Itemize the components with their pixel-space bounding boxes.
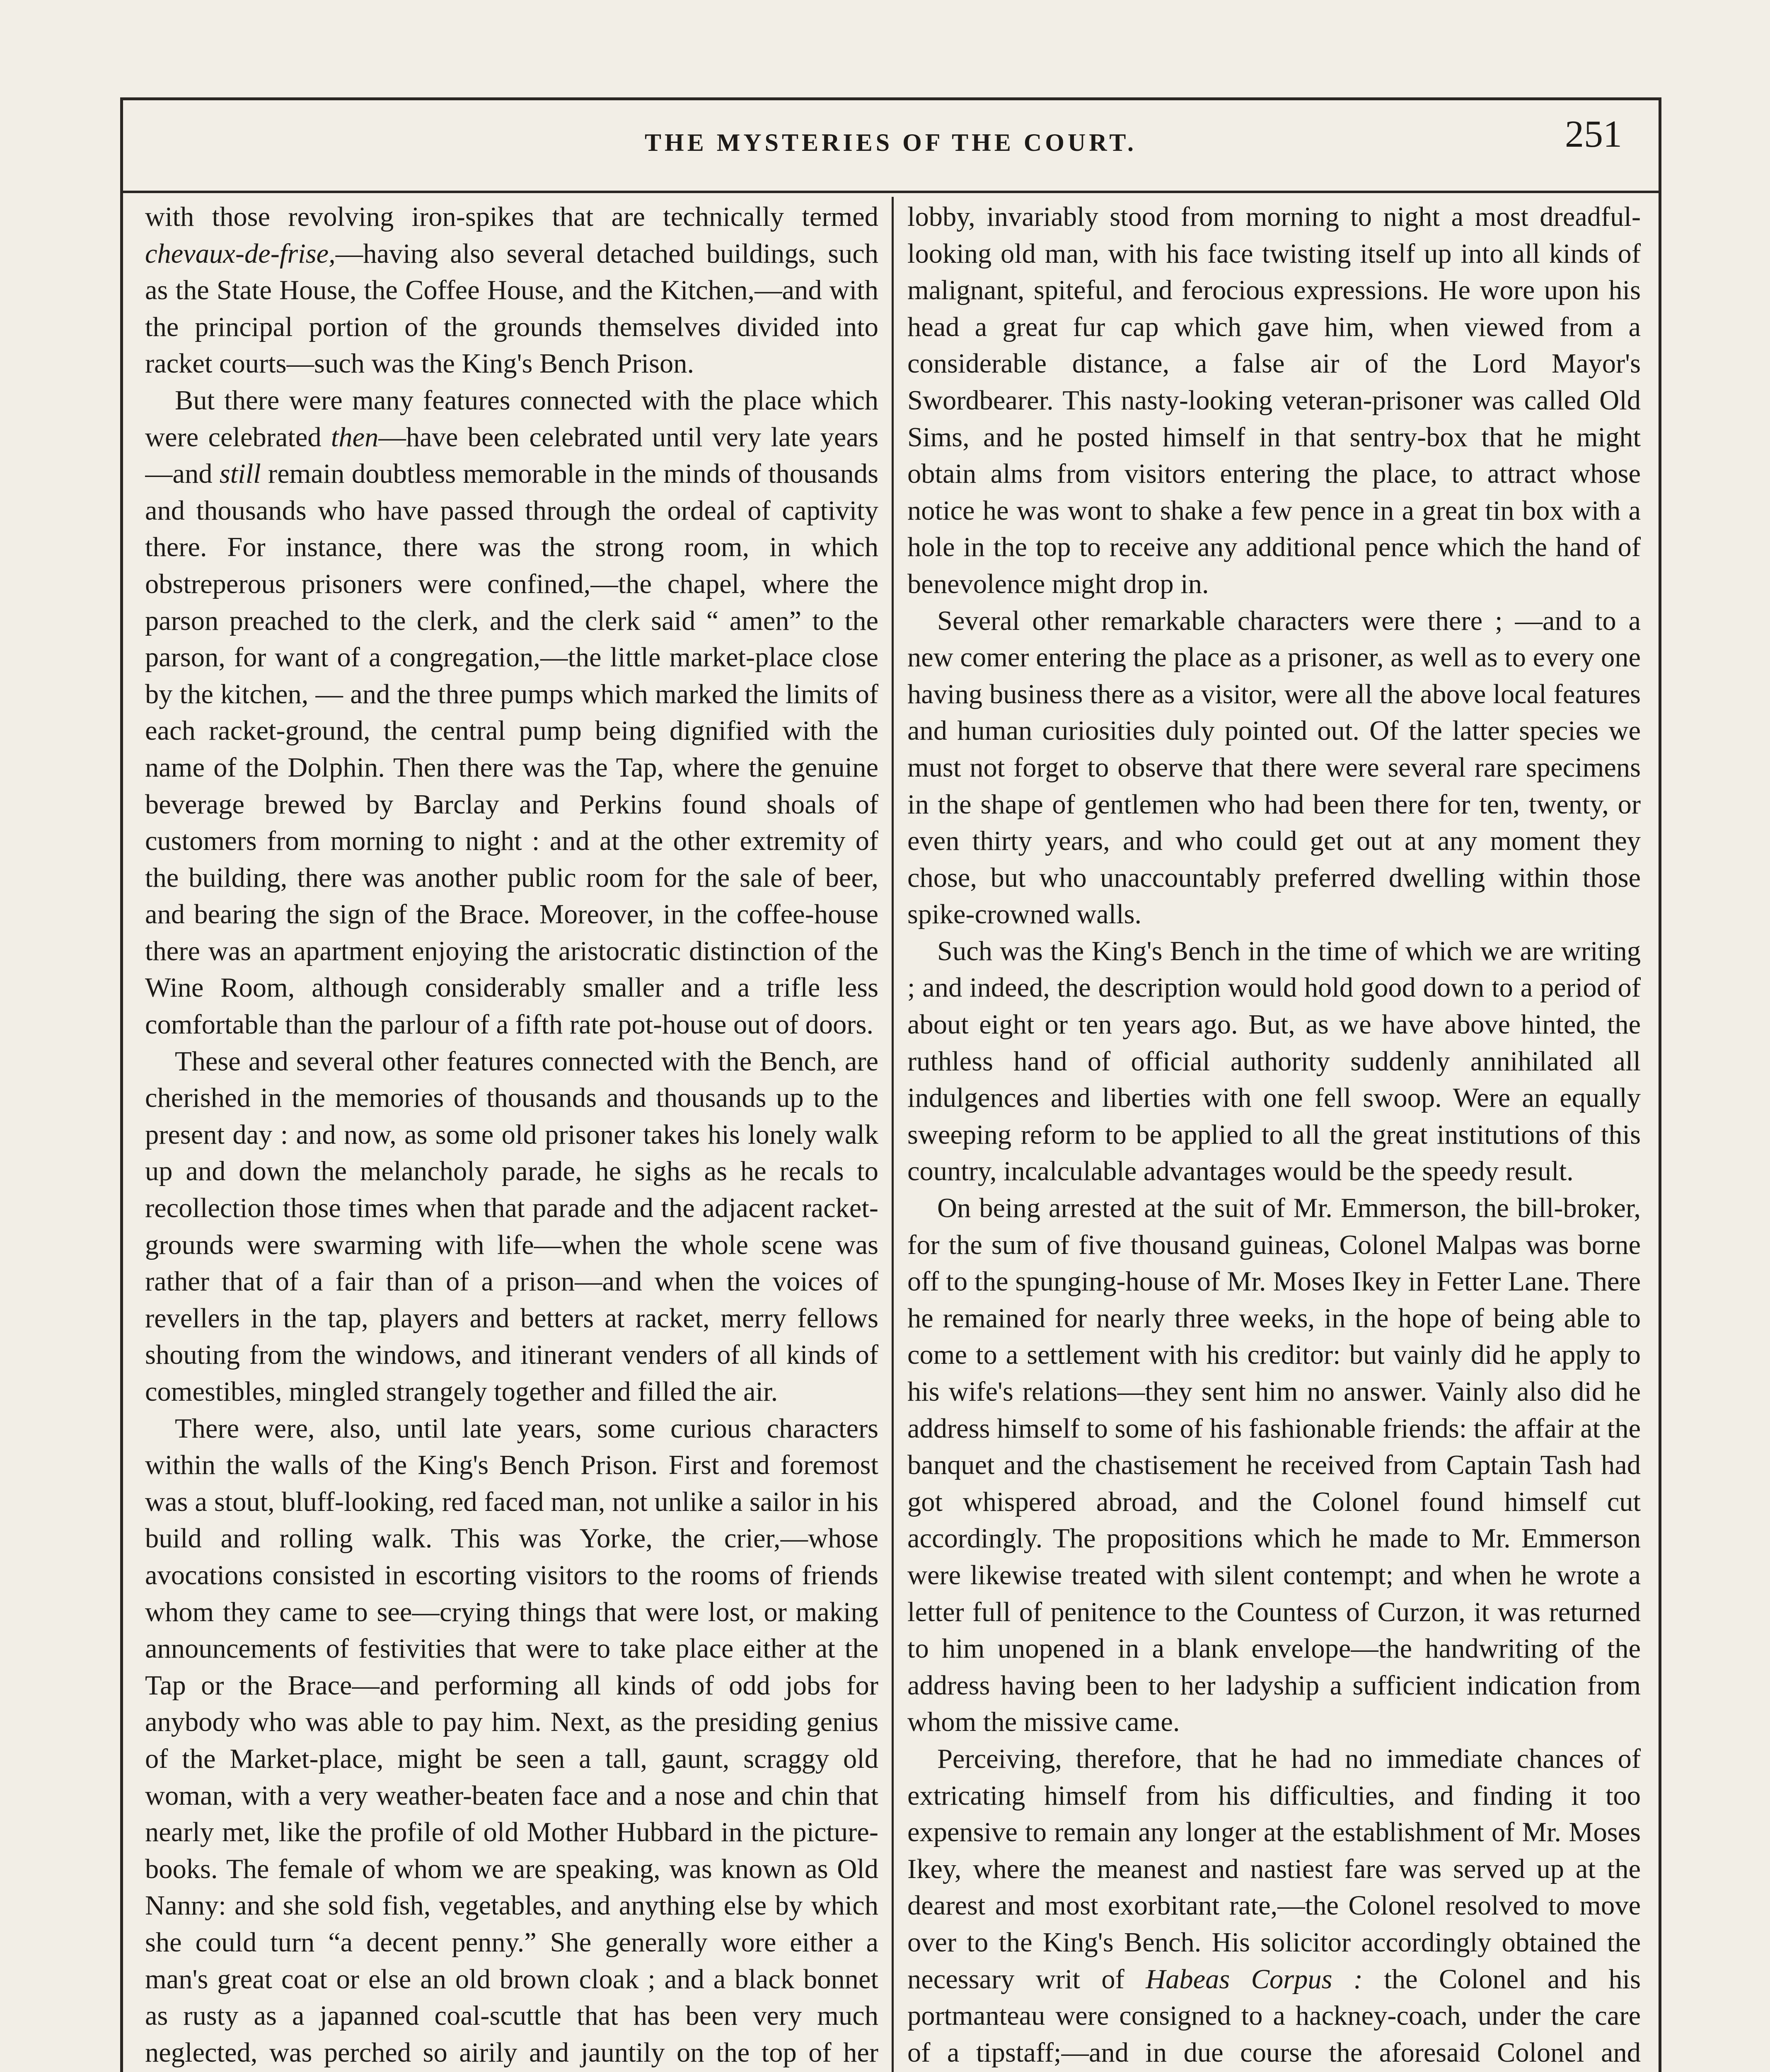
paragraph — [145, 382, 878, 1043]
page-number: 251 — [1565, 113, 1622, 155]
italic-text: chevaux-de-frise, — [145, 238, 336, 269]
italic-text: Habeas Corpus : — [1146, 1964, 1363, 1995]
text-run: with those revolving iron-spikes that are technically termed — [145, 202, 878, 232]
running-head: THE MYSTERIES OF THE COURT. — [645, 129, 1137, 156]
header-rule — [120, 191, 1661, 193]
text-run: —have been celebrated until very late years—and — [145, 422, 878, 489]
italic-text: then — [331, 422, 379, 453]
paragraph: Such was the King's Bench in the time of which we are writing ; and indeed, the description would hold good down to a period of about eight or ten years ago. But, as we have above hinted, the ruthless hand of official authority suddenly annihilated all indulgences and liberties with one fell swoop. Were an equally sweeping reform to be applied to all the great institutions of this country, incalculable advantages would be the speedy result. — [907, 936, 1641, 1187]
text-run: Perceiving, therefore, that he had no immediate chances of extricating himself from his difficulties, and finding it too expensive to remain any longer at the establishment of Mr. Moses Ikey, where the meanest and nastiest fare was served up at the dearest and most exorbitant rate,—the Colonel resolved to move over to the King's Bench. His solicitor accordingly obtained the necessary writ of — [907, 1743, 1641, 1995]
paragraph: On being arrested at the suit of Mr. Emmerson, the bill-broker, for the sum of five thousand guineas, Colonel Malpas was borne off to the spunging-house of Mr. Moses Ikey in Fetter Lane. There he remained for nearly three weeks, in the hope of being able to come to a settlement with his creditor: but vainly did he apply to his wife's relations—they sent him no answer. Vainly also did he address himself to some of his fashionable friends: the affair at the banquet and the chastisement he received from Captain Tash had got whispered abroad, and the Colonel found himself cut accordingly. The propositions which he made to Mr. Emmerson were likewise treated with silent contempt; and when he wrote a letter full of penitence to the Countess of Curzon, it was returned to him unopened in a blank envelope—the handwriting of the address having been to her ladyship a sufficient indication from whom the missive came. — [907, 1193, 1641, 1738]
paragraph: lobby, invariably stood from morning to night a most dreadful-looking old man, with his face twisting itself up into all kinds of malignant, spiteful, and ferocious expressions. He wore upon his head a great fur cap which gave him, when viewed from a considerable distance, a false air of the Lord Mayor's Swordbearer. This nasty-looking veteran-prisoner was called Old Sims, and he posted himself in that sentry-box that he might obtain alms from visitors entering the place, to attract whose notice he was wont to shake a few pence in a great tin box with a hole in the top to receive any additional pence which the hand of benevolence might drop in. — [907, 202, 1641, 599]
paragraph — [907, 1741, 1641, 2072]
right-column — [907, 199, 1641, 2072]
paragraph: These and several other features connected with the Bench, are cherished in the memories of thousands and thousands up to the present day : and now, as some old prisoner takes his lonely walk up and down the melancholy parade, he sighs as he recals to recollection those times when that parade and the adjacent racket-grounds were swarming with life—when the whole scene was rather that of a fair than of a prison—and when the voices of revellers in the tap, players and betters at racket, merry fellows shouting from the windows, and itinerant venders of all kinds of comestibles, mingled strangely together and filled the air. — [145, 1046, 878, 1407]
text-run: the Colonel and his portmanteau were consigned to a hackney-coach, under the care of a tipstaff;—and in due course the aforesaid Colonel and — [907, 1964, 1641, 2068]
paragraph: Several other remarkable characters were there ; —and to a new comer entering the place as a prisoner, as well as to every one having business there as a visitor, were all the above local features and human curiosities duly pointed out. Of the latter species we must not forget to observe that there were several rare specimens in the shape of gentlemen who had been there for ten, twenty, or even thirty years, and who could get out at any moment they chose, but who unaccountably preferred dwelling within those spike-crowned walls. — [907, 605, 1641, 930]
text-run: But there were many features connected with the place which were celebrated — [145, 385, 878, 453]
text-run: remain doubtless memorable in the minds of thousands and thousands who have passed through the ordeal of captivity there. For instance, there was the strong room, in which obstreperous prisoners were confined,—the chapel, where the parson preached to the clerk, and the clerk said “ amen” to the parson, for want of a congregation,—the little market-place close by the kitchen, — and the three pumps which marked the limits of each racket-ground, the central pump being dignified with the name of the Dolphin. Then there was the Tap, where the genuine beverage brewed by Barclay and Perkins found shoals of customers from morning to night : and at the other extremity of the building, there was another public room for the sale of beer, and bearing the sign of the Brace. Moreover, in the coffee-house there was an apartment enjoying the aristocratic distinction of the Wine Room, although considerably smaller and a trifle less comfortable than the parlour of a fifth rate pot-house out of doors. — [145, 459, 878, 1040]
paragraph — [145, 199, 878, 382]
column-divider — [892, 197, 894, 2072]
text-run: —having also several detached buildings, such as the State House, the Coffee House, and the Kitchen,—and with the principal portion of the grounds themselves divided into racket courts—such was the King's Bench Prison. — [145, 238, 878, 379]
page-header — [120, 104, 1661, 191]
left-column — [145, 199, 878, 2072]
italic-text: still — [219, 459, 261, 489]
paragraph: There were, also, until late years, some curious characters within the walls of the King's Bench Prison. First and foremost was a stout, bluff-looking, red faced man, not unlike a sailor in his build and rolling walk. This was Yorke, the crier,—whose avocations consisted in escorting visitors to the rooms of friends whom they came to see—crying things that were lost, or making announcements of festivities that were to take place either at the Tap or the Brace—and performing all kinds of odd jobs for anybody who was able to pay him. Next, as the presiding genius of the Market-place, might be seen a tall, gaunt, scraggy old woman, with a very weather-beaten face and a nose and chin that nearly met, like the profile of old Mother Hubbard in the picture-books. The female of whom we are speaking, was known as Old Nanny: and she sold fish, vegetables, and anything else by which she could turn “a decent penny.” She generally wore either a man's great coat or else an old brown cloak ; and a black bonnet as rusty as a japanned coal-scuttle that has been very much neglected, was perched so airily and jauntily on the top of her — [145, 1413, 878, 2068]
